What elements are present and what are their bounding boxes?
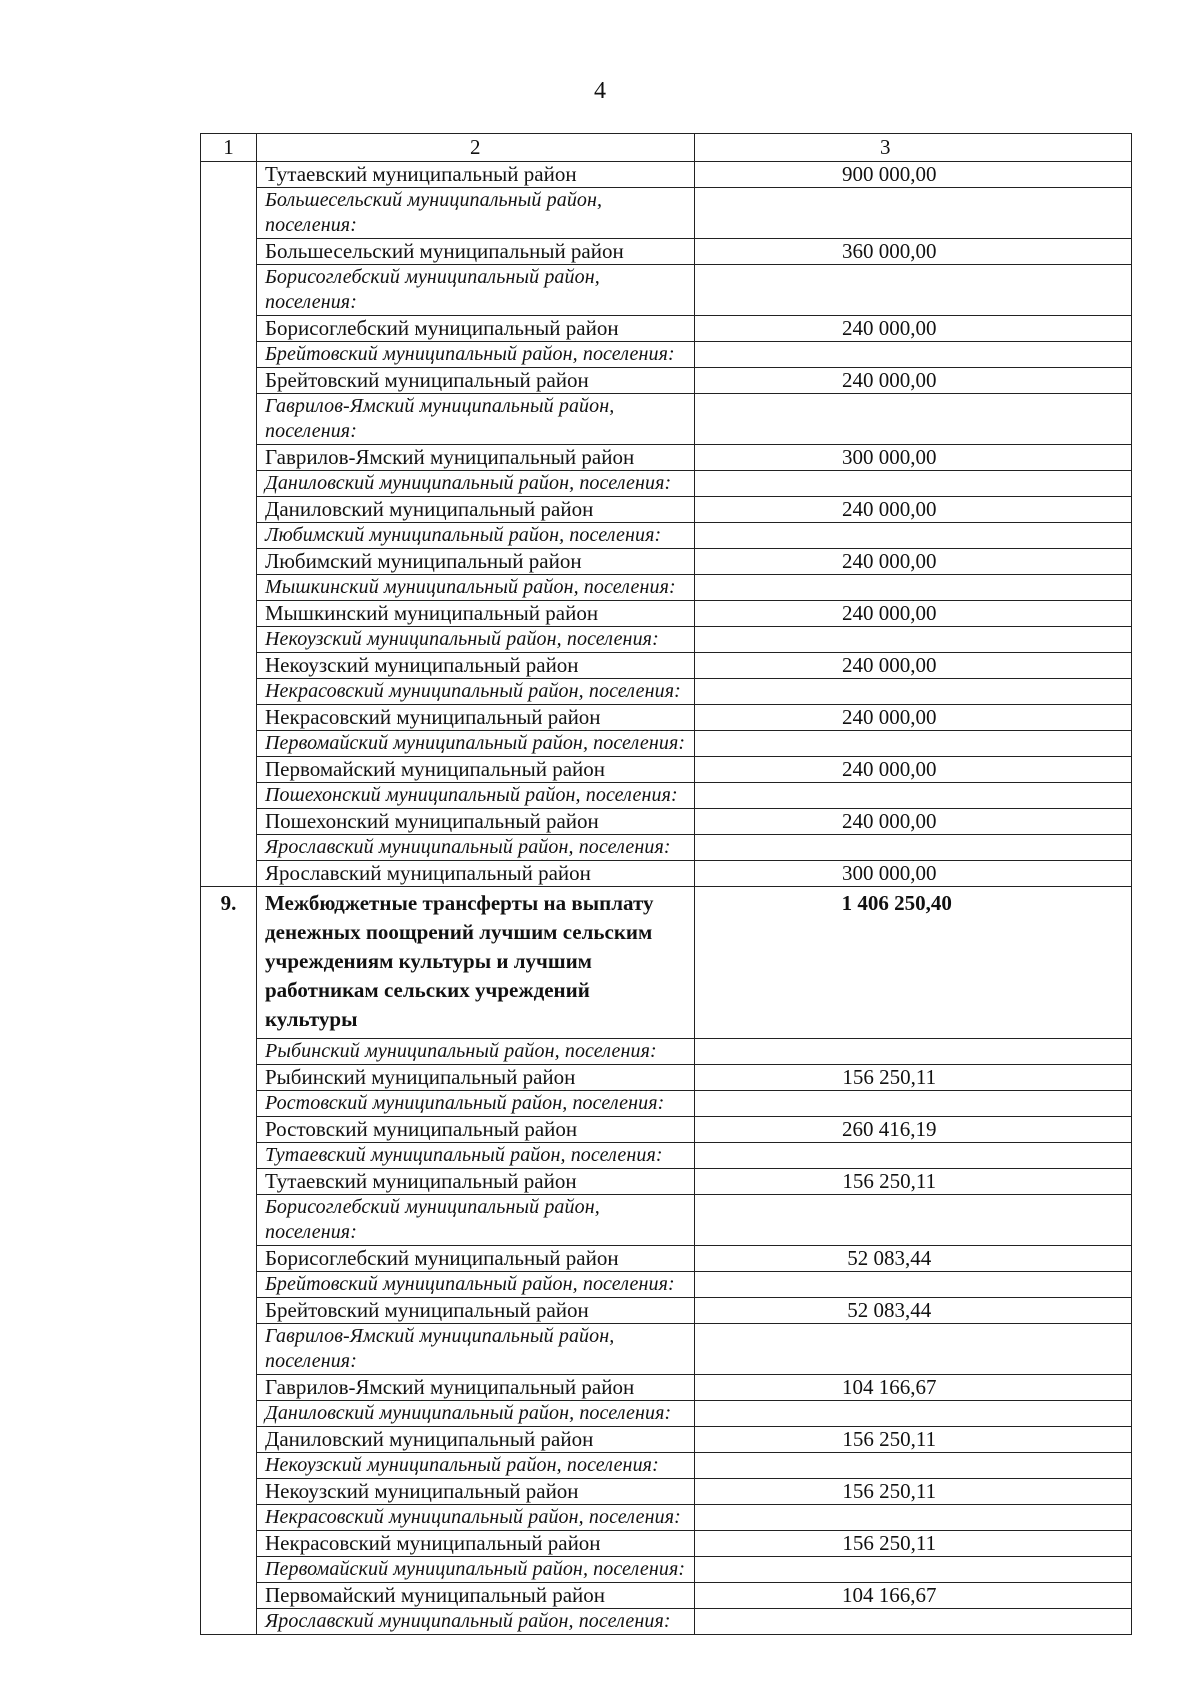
row-name: Борисоглебский муниципальный район	[257, 1246, 695, 1272]
row-name: Первомайский муниципальный район	[257, 757, 695, 783]
subheading-row	[201, 1609, 1132, 1635]
subheading-row	[201, 394, 1132, 445]
row-amount: 240 000,00	[694, 757, 1132, 783]
row-amount	[694, 394, 1132, 445]
subheading-row	[201, 188, 1132, 239]
district-row	[201, 316, 1132, 342]
district-row	[201, 809, 1132, 835]
row-amount	[694, 835, 1132, 861]
row-amount	[694, 1195, 1132, 1246]
row-amount: 156 250,11	[694, 1531, 1132, 1557]
subheading-row	[201, 1453, 1132, 1479]
header-col-1: 1	[201, 134, 257, 162]
row-amount: 240 000,00	[694, 653, 1132, 679]
row-amount: 104 166,67	[694, 1583, 1132, 1609]
row-amount: 52 083,44	[694, 1298, 1132, 1324]
district-row	[201, 497, 1132, 523]
district-row	[201, 1169, 1132, 1195]
row-name: Брейтовский муниципальный район	[257, 368, 695, 394]
section-header-row	[201, 887, 1132, 1039]
table-header	[201, 134, 1132, 162]
row-name: Даниловский муниципальный район, поселения:	[257, 471, 695, 497]
row-amount	[694, 523, 1132, 549]
subheading-row	[201, 1039, 1132, 1065]
row-amount: 240 000,00	[694, 601, 1132, 627]
row-amount	[694, 188, 1132, 239]
row-amount	[694, 1505, 1132, 1531]
row-amount: 300 000,00	[694, 445, 1132, 471]
district-row	[201, 861, 1132, 887]
row-amount	[694, 1557, 1132, 1583]
row-amount	[694, 1401, 1132, 1427]
header-col-2: 2	[257, 134, 695, 162]
district-row	[201, 601, 1132, 627]
row-name: Мышкинский муниципальный район	[257, 601, 695, 627]
row-name: Любимский муниципальный район	[257, 549, 695, 575]
row-amount: 52 083,44	[694, 1246, 1132, 1272]
district-row	[201, 1065, 1132, 1091]
subheading-row	[201, 1091, 1132, 1117]
table-header-row	[201, 134, 1132, 162]
row-amount	[694, 265, 1132, 316]
row-amount	[694, 1324, 1132, 1375]
district-row	[201, 1117, 1132, 1143]
section-number: 9.	[201, 887, 257, 1635]
subheading-row	[201, 342, 1132, 368]
row-amount	[694, 1609, 1132, 1635]
row-amount	[694, 1143, 1132, 1169]
subheading-row	[201, 1272, 1132, 1298]
district-row	[201, 757, 1132, 783]
row-amount	[694, 342, 1132, 368]
subheading-row	[201, 1505, 1132, 1531]
subheading-row	[201, 627, 1132, 653]
row-name: Мышкинский муниципальный район, поселения:	[257, 575, 695, 601]
row-name: Брейтовский муниципальный район, поселения:	[257, 1272, 695, 1298]
row-amount	[694, 471, 1132, 497]
page-number: 4	[594, 78, 606, 104]
row-name: Ярославский муниципальный район	[257, 861, 695, 887]
row-name: Некрасовский муниципальный район	[257, 705, 695, 731]
row-name: Борисоглебский муниципальный район, поселения:	[257, 1195, 695, 1246]
row-name: Борисоглебский муниципальный район	[257, 316, 695, 342]
row-name: Некоузский муниципальный район	[257, 1479, 695, 1505]
row-name: Пошехонский муниципальный район, поселения:	[257, 783, 695, 809]
row-name: Гаврилов-Ямский муниципальный район	[257, 1375, 695, 1401]
row-name: Тутаевский муниципальный район	[257, 1169, 695, 1195]
district-row	[201, 705, 1132, 731]
subheading-row	[201, 523, 1132, 549]
row-amount	[694, 783, 1132, 809]
row-amount: 240 000,00	[694, 705, 1132, 731]
row-amount: 240 000,00	[694, 809, 1132, 835]
row-amount: 900 000,00	[694, 162, 1132, 188]
row-name: Ярославский муниципальный район, поселения:	[257, 1609, 695, 1635]
district-row	[201, 368, 1132, 394]
subheading-row	[201, 1195, 1132, 1246]
row-amount: 240 000,00	[694, 497, 1132, 523]
district-row	[201, 1298, 1132, 1324]
row-name: Некоузский муниципальный район, поселения:	[257, 1453, 695, 1479]
district-row	[201, 1531, 1132, 1557]
row-name: Ярославский муниципальный район, поселения:	[257, 835, 695, 861]
row-name: Гаврилов-Ямский муниципальный район, поселения:	[257, 1324, 695, 1375]
table-body	[201, 162, 1132, 1635]
row-amount	[694, 1453, 1132, 1479]
row-amount	[694, 1272, 1132, 1298]
district-row	[201, 1246, 1132, 1272]
row-name: Некрасовский муниципальный район, поселения:	[257, 679, 695, 705]
row-amount: 156 250,11	[694, 1479, 1132, 1505]
row-amount: 240 000,00	[694, 316, 1132, 342]
subheading-row	[201, 835, 1132, 861]
subheading-row	[201, 575, 1132, 601]
row-amount: 240 000,00	[694, 368, 1132, 394]
row-name: Даниловский муниципальный район	[257, 497, 695, 523]
row-name: Первомайский муниципальный район, поселения:	[257, 1557, 695, 1583]
row-name: Борисоглебский муниципальный район, поселения:	[257, 265, 695, 316]
district-row	[201, 162, 1132, 188]
row-name: Первомайский муниципальный район	[257, 1583, 695, 1609]
row-amount: 240 000,00	[694, 549, 1132, 575]
subheading-row	[201, 1401, 1132, 1427]
row-amount: 156 250,11	[694, 1427, 1132, 1453]
row-amount: 260 416,19	[694, 1117, 1132, 1143]
subheading-row	[201, 783, 1132, 809]
row-amount: 300 000,00	[694, 861, 1132, 887]
district-row	[201, 239, 1132, 265]
subheading-row	[201, 1324, 1132, 1375]
subheading-row	[201, 471, 1132, 497]
district-row	[201, 653, 1132, 679]
row-amount	[694, 575, 1132, 601]
row-name: Большесельский муниципальный район	[257, 239, 695, 265]
subheading-row	[201, 1557, 1132, 1583]
row-amount	[694, 1091, 1132, 1117]
district-row	[201, 549, 1132, 575]
row-amount	[694, 627, 1132, 653]
row-name: Некоузский муниципальный район, поселения:	[257, 627, 695, 653]
allocation-table	[200, 133, 1132, 1635]
row-name: Даниловский муниципальный район	[257, 1427, 695, 1453]
subheading-row	[201, 679, 1132, 705]
row-name: Большесельский муниципальный район, поселения:	[257, 188, 695, 239]
subheading-row	[201, 265, 1132, 316]
district-row	[201, 1375, 1132, 1401]
row-name: Рыбинский муниципальный район, поселения:	[257, 1039, 695, 1065]
row-name: Брейтовский муниципальный район	[257, 1298, 695, 1324]
row-amount	[694, 731, 1132, 757]
row-name: Ростовский муниципальный район	[257, 1117, 695, 1143]
row-amount	[694, 1039, 1132, 1065]
district-row	[201, 445, 1132, 471]
row-name: Рыбинский муниципальный район	[257, 1065, 695, 1091]
row-name: Брейтовский муниципальный район, поселения:	[257, 342, 695, 368]
district-row	[201, 1479, 1132, 1505]
row-name: Пошехонский муниципальный район	[257, 809, 695, 835]
row-amount: 104 166,67	[694, 1375, 1132, 1401]
header-col-3: 3	[694, 134, 1132, 162]
row-name: Ростовский муниципальный район, поселения:	[257, 1091, 695, 1117]
subheading-row	[201, 1143, 1132, 1169]
subheading-row	[201, 731, 1132, 757]
row-amount: 360 000,00	[694, 239, 1132, 265]
row-amount: 156 250,11	[694, 1169, 1132, 1195]
district-row	[201, 1583, 1132, 1609]
section-total: 1 406 250,40	[694, 887, 1132, 1039]
row-name: Некрасовский муниципальный район	[257, 1531, 695, 1557]
row-name: Гаврилов-Ямский муниципальный район, поселения:	[257, 394, 695, 445]
row-amount	[694, 679, 1132, 705]
row-name: Некоузский муниципальный район	[257, 653, 695, 679]
section-title: Межбюджетные трансферты на выплату денежных поощрений лучшим сельским учреждениям культуры и лучшим работникам сельских учреждений культуры	[257, 887, 695, 1039]
row-name: Любимский муниципальный район, поселения:	[257, 523, 695, 549]
row-name: Тутаевский муниципальный район, поселения:	[257, 1143, 695, 1169]
row-name: Некрасовский муниципальный район, поселения:	[257, 1505, 695, 1531]
row-name: Первомайский муниципальный район, поселения:	[257, 731, 695, 757]
section-number	[201, 162, 257, 887]
row-name: Тутаевский муниципальный район	[257, 162, 695, 188]
row-amount: 156 250,11	[694, 1065, 1132, 1091]
row-name: Даниловский муниципальный район, поселения:	[257, 1401, 695, 1427]
district-row	[201, 1427, 1132, 1453]
row-name: Гаврилов-Ямский муниципальный район	[257, 445, 695, 471]
